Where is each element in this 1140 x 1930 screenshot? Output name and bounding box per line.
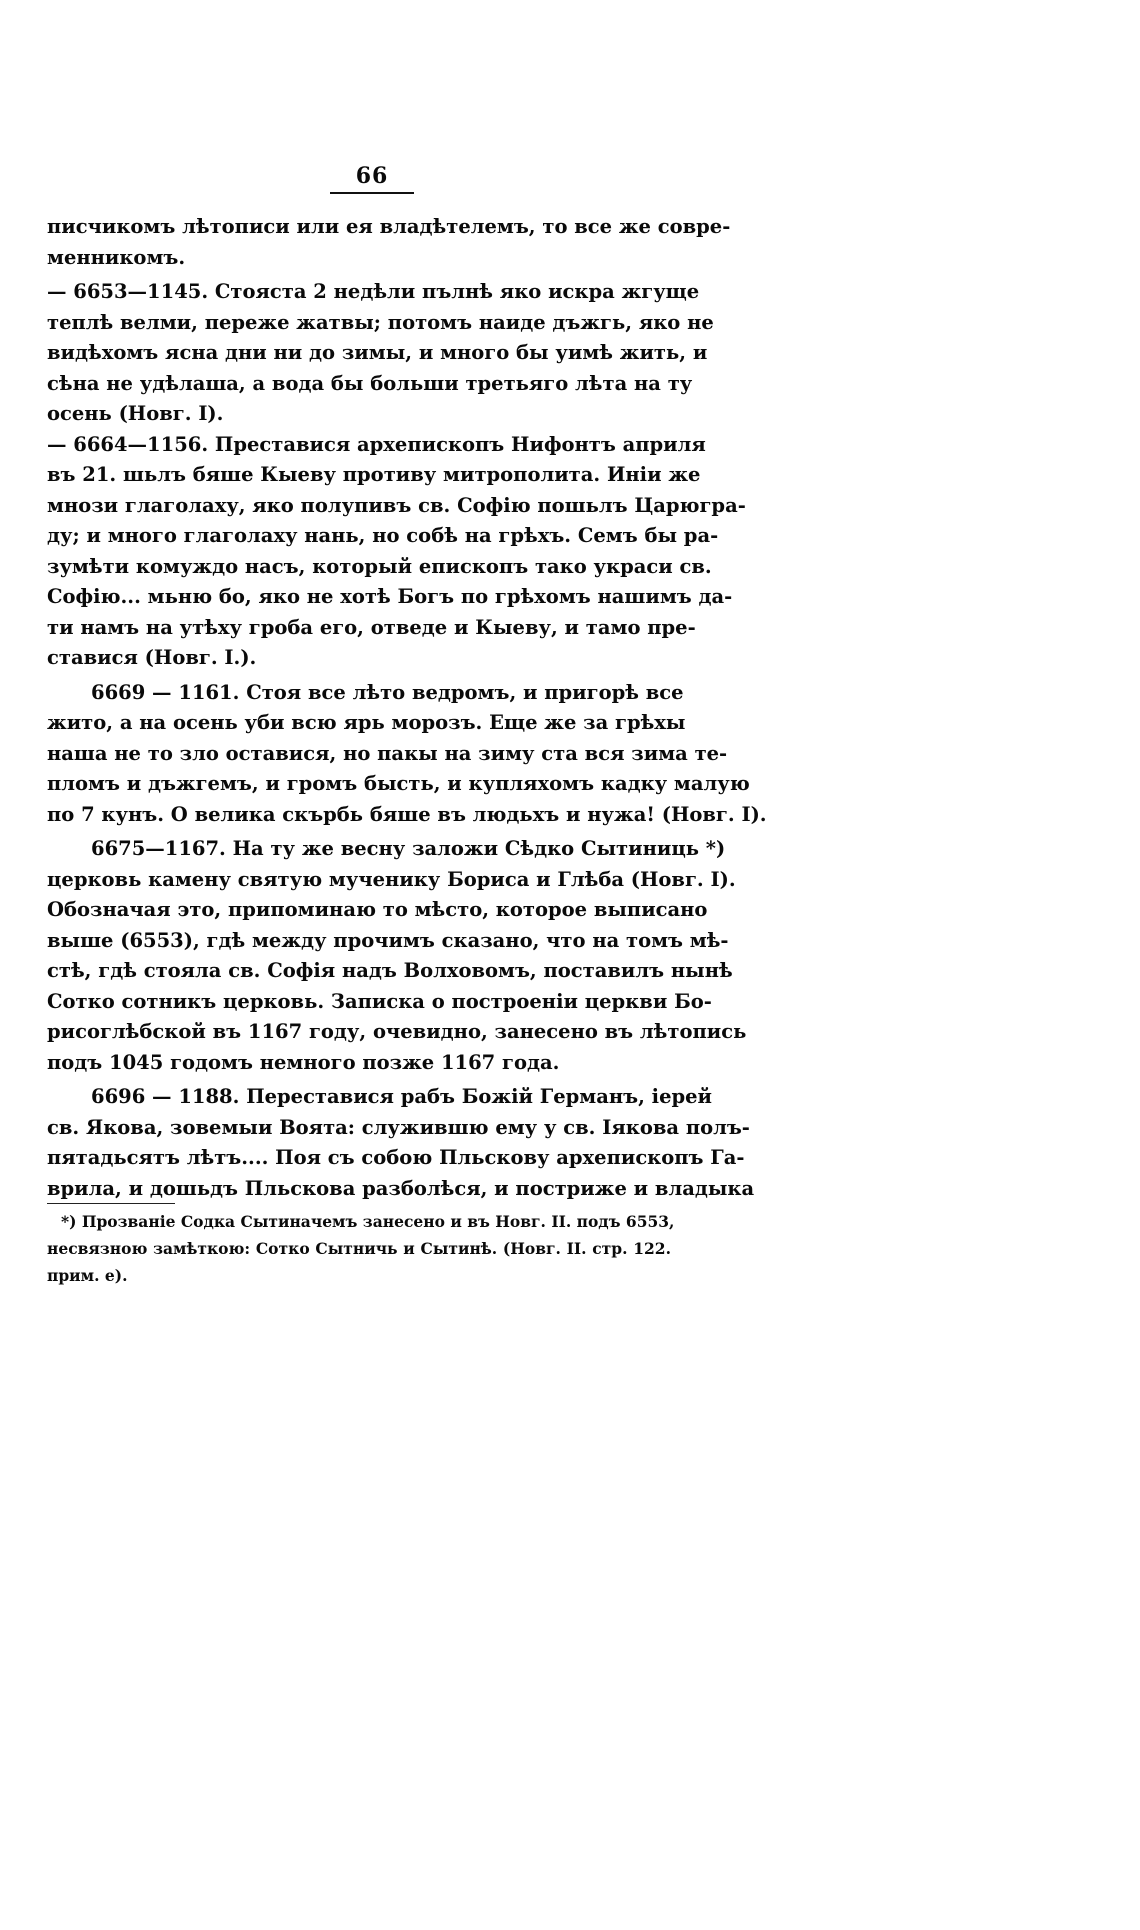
entry-6664-start: — 6664—1156. Преставися архепископъ Нифонтъ априля	[47, 432, 706, 456]
text-line: видѣхомъ ясна дни ни до зимы, и много бы уимѣ жить, и	[47, 341, 708, 364]
entry-6675-start: 6675—1167. На ту же весну заложи Сѣдко Сытиниць *)	[91, 837, 726, 860]
footnote	[47, 1208, 675, 1289]
text-line: стѣ, гдѣ стояла св. Софiя надъ Волховомъ, поставилъ нынѣ	[47, 959, 733, 982]
text-line: менникомъ.	[47, 245, 186, 269]
text-line: осень (Новг. I).	[47, 402, 224, 425]
page-body	[47, 212, 767, 1204]
text-line: по 7 кунъ. О велика скърбь бяше въ людьхъ и нужа! (Новг. I).	[47, 802, 767, 826]
text-line: ставися (Новг. I.).	[47, 646, 257, 669]
entry-6696-start: 6696 — 1188. Переставися рабъ Божiй Германъ, iерей	[91, 1085, 712, 1108]
text-line: писчикомъ лѣтописи или ея владѣтелемъ, то все же совре-	[47, 215, 731, 238]
footnote-rule	[47, 1203, 175, 1204]
text-line: ти намъ на утѣху гроба его, отведе и Кыеву, и тамо пре-	[47, 615, 696, 639]
text-line: въ 21. шьлъ бяше Кыеву противу митрополита. Инiи же	[47, 463, 701, 486]
text-line: сѣна не удѣлаша, а вода бы больши третьяго лѣта на ту	[47, 371, 693, 395]
entry-6669-start: 6669 — 1161. Стоя все лѣто ведромъ, и пригорѣ все	[91, 680, 684, 704]
text-line: Софiю... мьню бо, яко не хотѣ Богъ по грѣхомъ нашимъ да-	[47, 585, 733, 608]
entry-6653-start: — 6653—1145. Стояста 2 недѣли пълнѣ яко искра жгуще	[47, 280, 700, 303]
text-line: жито, а на осень уби всю ярь морозъ. Еще же за грѣхы	[47, 711, 686, 734]
text-line: зумѣти комуждо насъ, который епископъ тако украси св.	[47, 554, 712, 578]
text-line: ду; и много глаголаху нань, но собѣ на грѣхъ. Семъ бы ра-	[47, 524, 719, 547]
text-line: выше (6553), гдѣ между прочимъ сказано, что на томъ мѣ-	[47, 928, 729, 952]
text-line: теплѣ велми, пережe жатвы; потомъ наиде дъжгь, яко не	[47, 310, 714, 334]
page-number: 66	[355, 163, 389, 189]
text-line: св. Якова, зовемыи Воята: служившю ему у св. Iякова полъ-	[47, 1115, 750, 1139]
text-line: пятадьсятъ лѣтъ.... Поя съ собою Пльскову архепископъ Га-	[47, 1146, 745, 1169]
footnote-line: прим. е).	[47, 1266, 128, 1285]
text-line: Обозначая это, припоминаю то мѣсто, которое выписано	[47, 898, 708, 921]
header-rule	[330, 192, 414, 194]
text-line: мнози глаголаху, яко полупивъ св. Софiю пошьлъ Царюгра-	[47, 493, 746, 517]
text-line: рисоглѣбской въ 1167 году, очевидно, занесено въ лѣтопись	[47, 1020, 747, 1043]
text-line: наша не то зло оставися, но пакы на зиму ста вся зима те-	[47, 741, 728, 765]
text-line: Сотко сотникъ церковь. Записка о построенiи церкви Бо-	[47, 989, 712, 1013]
text-line: церковь камену святую мученику Бориса и Глѣба (Новг. I).	[47, 867, 736, 891]
text-line: пломъ и дъжгемъ, и громъ бысть, и купляхомъ кадку малую	[47, 772, 750, 795]
text-line: подъ 1045 годомъ немного позже 1167 года.	[47, 1050, 560, 1074]
footnote-line: несвязною замѣткою: Сотко Сытничь и Сытинѣ. (Новг. II. стр. 122.	[47, 1239, 671, 1258]
footnote-line: *) Прозванiе Содка Сытиначемъ занесено и въ Новг. II. подъ 6553,	[61, 1212, 675, 1231]
text-line: врила, и дошьдъ Пльскова разболѣся, и постриже и владыка	[47, 1176, 755, 1200]
